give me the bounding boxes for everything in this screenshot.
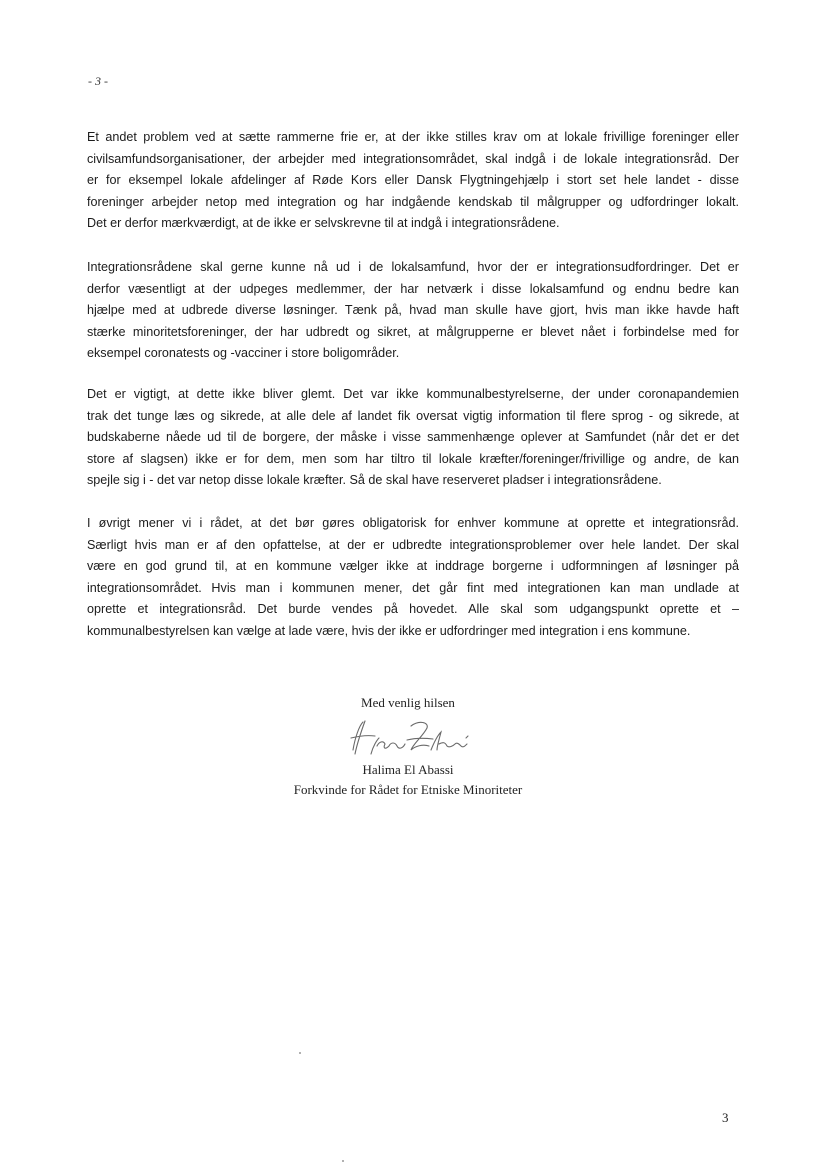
paragraph-line: oprette et integrationsråd. Det burde vendes på hovedet. Alle skal som udgangspunkt oprette et –	[87, 602, 739, 617]
closing-greeting: Med venlig hilsen	[361, 695, 455, 710]
paragraph-line: være en god grund til, at en kommune vælger ikke at inddrage borgerne i udformningen af løsninger på	[87, 559, 739, 574]
paragraph-line: kommunalbestyrelsen kan vælge at lade være, hvis der ikke er udfordringer med integration i ens kommune.	[87, 623, 691, 638]
paragraph-line: Det er derfor mærkværdigt, at de ikke er selvskrevne til at indgå i integrationsrådene.	[87, 216, 560, 231]
paragraph-line: trak det tunge læs og sikrede, at alle dele af landet fik oversat vigtig information til flere sprog - og sikrede, at	[87, 408, 739, 423]
paragraph-line: spejle sig i - det var netop disse lokale kræfter. Så de skal have reserveret pladser i integrationsrådene.	[87, 473, 662, 488]
paragraph-line: eksempel coronatests og -vacciner i store boligområder.	[87, 346, 400, 361]
paragraph-line: Særligt hvis man er af den opfattelse, at der er udbredte integrationsproblemer over hele landet. Der skal	[87, 537, 739, 552]
paragraph-line: Et andet problem ved at sætte rammerne frie er, at der ikke stilles krav om at lokale frivillige foreninger eller	[87, 130, 739, 144]
paragraph-line: Det er vigtigt, at dette ikke bliver glemt. Det var ikke kommunalbestyrelserne, der under coronapandemien	[87, 387, 739, 401]
paragraph-line: I øvrigt mener vi i rådet, at det bør gøres obligatorisk for enhver kommune at oprette et integrationsråd.	[87, 516, 739, 530]
paragraph-line: civilsamfundsorganisationer, der arbejder med integrationsområdet, skal indgå i de lokale integrationsråd. Der	[87, 151, 739, 166]
paragraph-line: foreninger arbejder netop med integration og har indgående kendskab til målgrupper og udfordringer lokalt.	[87, 194, 739, 209]
paragraph-1	[87, 127, 739, 235]
paragraph-line: hjælpe med at udbrede diverse løsninger. Tænk på, hvad man skulle have gjort, hvis man ikke havde haft	[87, 303, 739, 318]
paragraph-line: stærke minoritetsforeninger, der har udbredt og sikret, at målgrupperne er blevet nået i forbindelse med for	[87, 324, 739, 339]
paragraph-2	[87, 257, 739, 365]
paragraph-line: integrationsområdet. Hvis man i kommunen mener, det går fint med integrationen kan man undlade at	[87, 580, 739, 595]
handwritten-signature	[345, 716, 475, 760]
paragraph-line: store af slagsen) ikke er for dem, men som har tiltro til lokale kræfter/foreninger/frivillige og andre, de kan	[87, 451, 739, 466]
paragraph-line: er for eksempel lokale afdelinger af Røde Kors eller Dansk Flygtningehjælp i stort set hele landet - disse	[87, 173, 739, 188]
paragraph-line: budskaberne nåede ud til de borgere, der måske i visse sammenhænge oplever at Samfundet (når det er det	[87, 430, 739, 445]
scan-speck	[342, 1160, 344, 1162]
scan-speck	[299, 1052, 301, 1054]
paragraph-3	[87, 384, 739, 492]
page-number: 3	[722, 1110, 729, 1125]
signatory-name: Halima El Abassi	[362, 762, 454, 777]
signatory-title: Forkvinde for Rådet for Etniske Minoriteter	[293, 782, 523, 797]
paragraph-line: Integrationsrådene skal gerne kunne nå ud i de lokalsamfund, hvor der er integrationsudfordringer. Det er	[87, 260, 739, 274]
paragraph-4	[87, 513, 739, 643]
paragraph-line: derfor væsentligt at der udpeges medlemmer, der har netværk i disse lokalsamfund og endnu bedre kan	[87, 281, 739, 296]
header-page-mark: - 3 -	[88, 74, 108, 88]
